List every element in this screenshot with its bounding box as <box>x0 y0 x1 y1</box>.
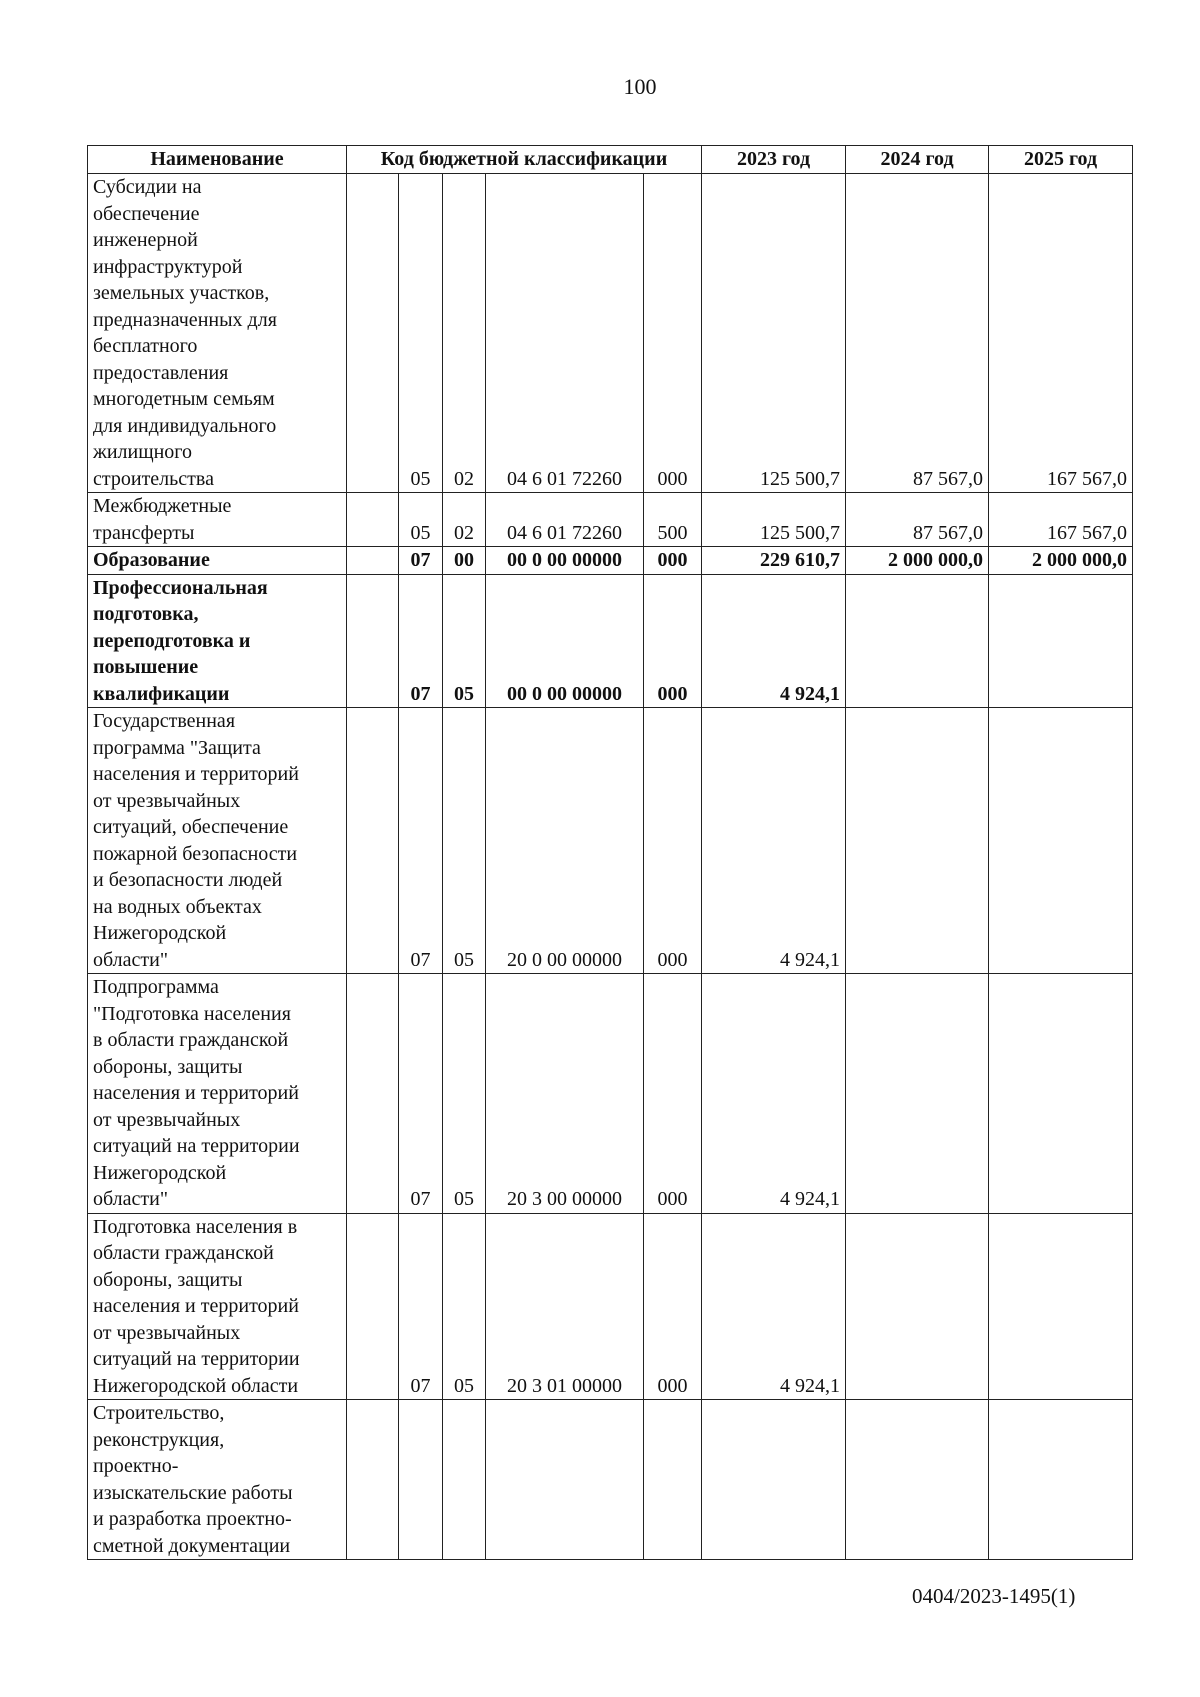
header-2023: 2023 год <box>702 146 846 174</box>
row-name-text: Профессиональная подготовка, переподготовка и повышение квалификации <box>93 576 268 705</box>
cell-name <box>88 1400 347 1560</box>
header-code: Код бюджетной классификации <box>347 146 702 174</box>
page-number: 100 <box>623 74 657 99</box>
cell-y2024 <box>846 974 989 1214</box>
cell-c4: 04 6 01 72260 <box>486 174 644 493</box>
cell-c1 <box>347 493 399 547</box>
cell-y2023: 4 924,1 <box>702 574 846 708</box>
cell-c1 <box>347 547 399 575</box>
cell-y2025: 167 567,0 <box>989 174 1133 493</box>
cell-c5: 000 <box>644 547 702 575</box>
cell-c1 <box>347 174 399 493</box>
cell-c4: 20 0 00 00000 <box>486 708 644 974</box>
cell-c2: 05 <box>399 493 443 547</box>
cell-c2 <box>399 1400 443 1560</box>
cell-y2024: 87 567,0 <box>846 493 989 547</box>
row-name-text: Межбюджетные трансферты <box>93 495 232 544</box>
cell-y2025 <box>989 1400 1133 1560</box>
cell-c2: 07 <box>399 708 443 974</box>
cell-y2025 <box>989 574 1133 708</box>
cell-y2024 <box>846 1213 989 1400</box>
cell-y2023: 125 500,7 <box>702 493 846 547</box>
cell-name <box>88 974 347 1214</box>
cell-name <box>88 493 347 547</box>
table-row <box>88 574 1133 708</box>
cell-c1 <box>347 1213 399 1400</box>
cell-c2: 07 <box>399 574 443 708</box>
cell-c1 <box>347 1400 399 1560</box>
cell-c3 <box>443 1400 486 1560</box>
cell-y2024 <box>846 574 989 708</box>
cell-name <box>88 174 347 493</box>
cell-y2023: 125 500,7 <box>702 174 846 493</box>
row-name-text: Подпрограмма "Подготовка населения в области гражданской обороны, защиты населения и территорий от чрезвычайных ситуаций на территории Нижегородской области" <box>93 976 300 1210</box>
cell-y2023: 4 924,1 <box>702 1213 846 1400</box>
cell-c3: 05 <box>443 574 486 708</box>
cell-y2025: 167 567,0 <box>989 493 1133 547</box>
cell-c5: 000 <box>644 574 702 708</box>
cell-y2024: 87 567,0 <box>846 174 989 493</box>
cell-c5 <box>644 1400 702 1560</box>
cell-c4: 00 0 00 00000 <box>486 574 644 708</box>
budget-table <box>87 145 1133 1560</box>
table-row <box>88 174 1133 493</box>
cell-y2025 <box>989 708 1133 974</box>
cell-y2023: 4 924,1 <box>702 974 846 1214</box>
row-name-text: Субсидии на обеспечение инженерной инфраструктурой земельных участков, предназначенных для бесплатного предоставления многодетным семьям для индивидуального жилищного строительства <box>93 176 277 490</box>
table-row <box>88 1213 1133 1400</box>
cell-y2023 <box>702 1400 846 1560</box>
cell-y2023: 229 610,7 <box>702 547 846 575</box>
document-code: 0404/2023-1495(1) <box>912 1584 1076 1608</box>
cell-c4 <box>486 1400 644 1560</box>
header-name: Наименование <box>88 146 347 174</box>
table-row <box>88 547 1133 575</box>
cell-y2024 <box>846 1400 989 1560</box>
header-2024: 2024 год <box>846 146 989 174</box>
cell-c4: 20 3 00 00000 <box>486 974 644 1214</box>
table-row <box>88 974 1133 1214</box>
cell-name <box>88 574 347 708</box>
cell-c2: 05 <box>399 174 443 493</box>
cell-y2025 <box>989 974 1133 1214</box>
cell-c5: 000 <box>644 174 702 493</box>
header-2025: 2025 год <box>989 146 1133 174</box>
cell-y2025 <box>989 1213 1133 1400</box>
row-name-text: Строительство, реконструкция, проектно- изыскательские работы и разработка проектно- сметной документации <box>93 1402 293 1557</box>
cell-c3: 05 <box>443 1213 486 1400</box>
cell-c5: 000 <box>644 974 702 1214</box>
cell-name <box>88 708 347 974</box>
cell-c1 <box>347 708 399 974</box>
cell-c2: 07 <box>399 547 443 575</box>
cell-y2024 <box>846 708 989 974</box>
table-body <box>88 174 1133 1560</box>
cell-c1 <box>347 574 399 708</box>
cell-c4: 04 6 01 72260 <box>486 493 644 547</box>
row-name-text: Подготовка населения в области гражданской обороны, защиты населения и территорий от чрезвычайных ситуаций на территории Нижегородской области <box>93 1215 300 1397</box>
cell-c3: 02 <box>443 493 486 547</box>
cell-c2: 07 <box>399 1213 443 1400</box>
table-row <box>88 1400 1133 1560</box>
header-row <box>88 146 1133 174</box>
cell-c5: 500 <box>644 493 702 547</box>
cell-c3: 05 <box>443 974 486 1214</box>
cell-y2023: 4 924,1 <box>702 708 846 974</box>
cell-c5: 000 <box>644 708 702 974</box>
row-name-text: Государственная программа "Защита населения и территорий от чрезвычайных ситуаций, обеспечение пожарной безопасности и безопасности людей на водных объектах Нижегородской области" <box>93 710 299 971</box>
cell-name <box>88 1213 347 1400</box>
cell-c3: 05 <box>443 708 486 974</box>
cell-name <box>88 547 347 575</box>
cell-c4: 20 3 01 00000 <box>486 1213 644 1400</box>
row-name-text: Образование <box>93 549 210 571</box>
cell-c3: 00 <box>443 547 486 575</box>
cell-c2: 07 <box>399 974 443 1214</box>
table-row <box>88 708 1133 974</box>
cell-c1 <box>347 974 399 1214</box>
cell-y2025: 2 000 000,0 <box>989 547 1133 575</box>
table-row <box>88 493 1133 547</box>
cell-y2024: 2 000 000,0 <box>846 547 989 575</box>
cell-c3: 02 <box>443 174 486 493</box>
cell-c5: 000 <box>644 1213 702 1400</box>
cell-c4: 00 0 00 00000 <box>486 547 644 575</box>
